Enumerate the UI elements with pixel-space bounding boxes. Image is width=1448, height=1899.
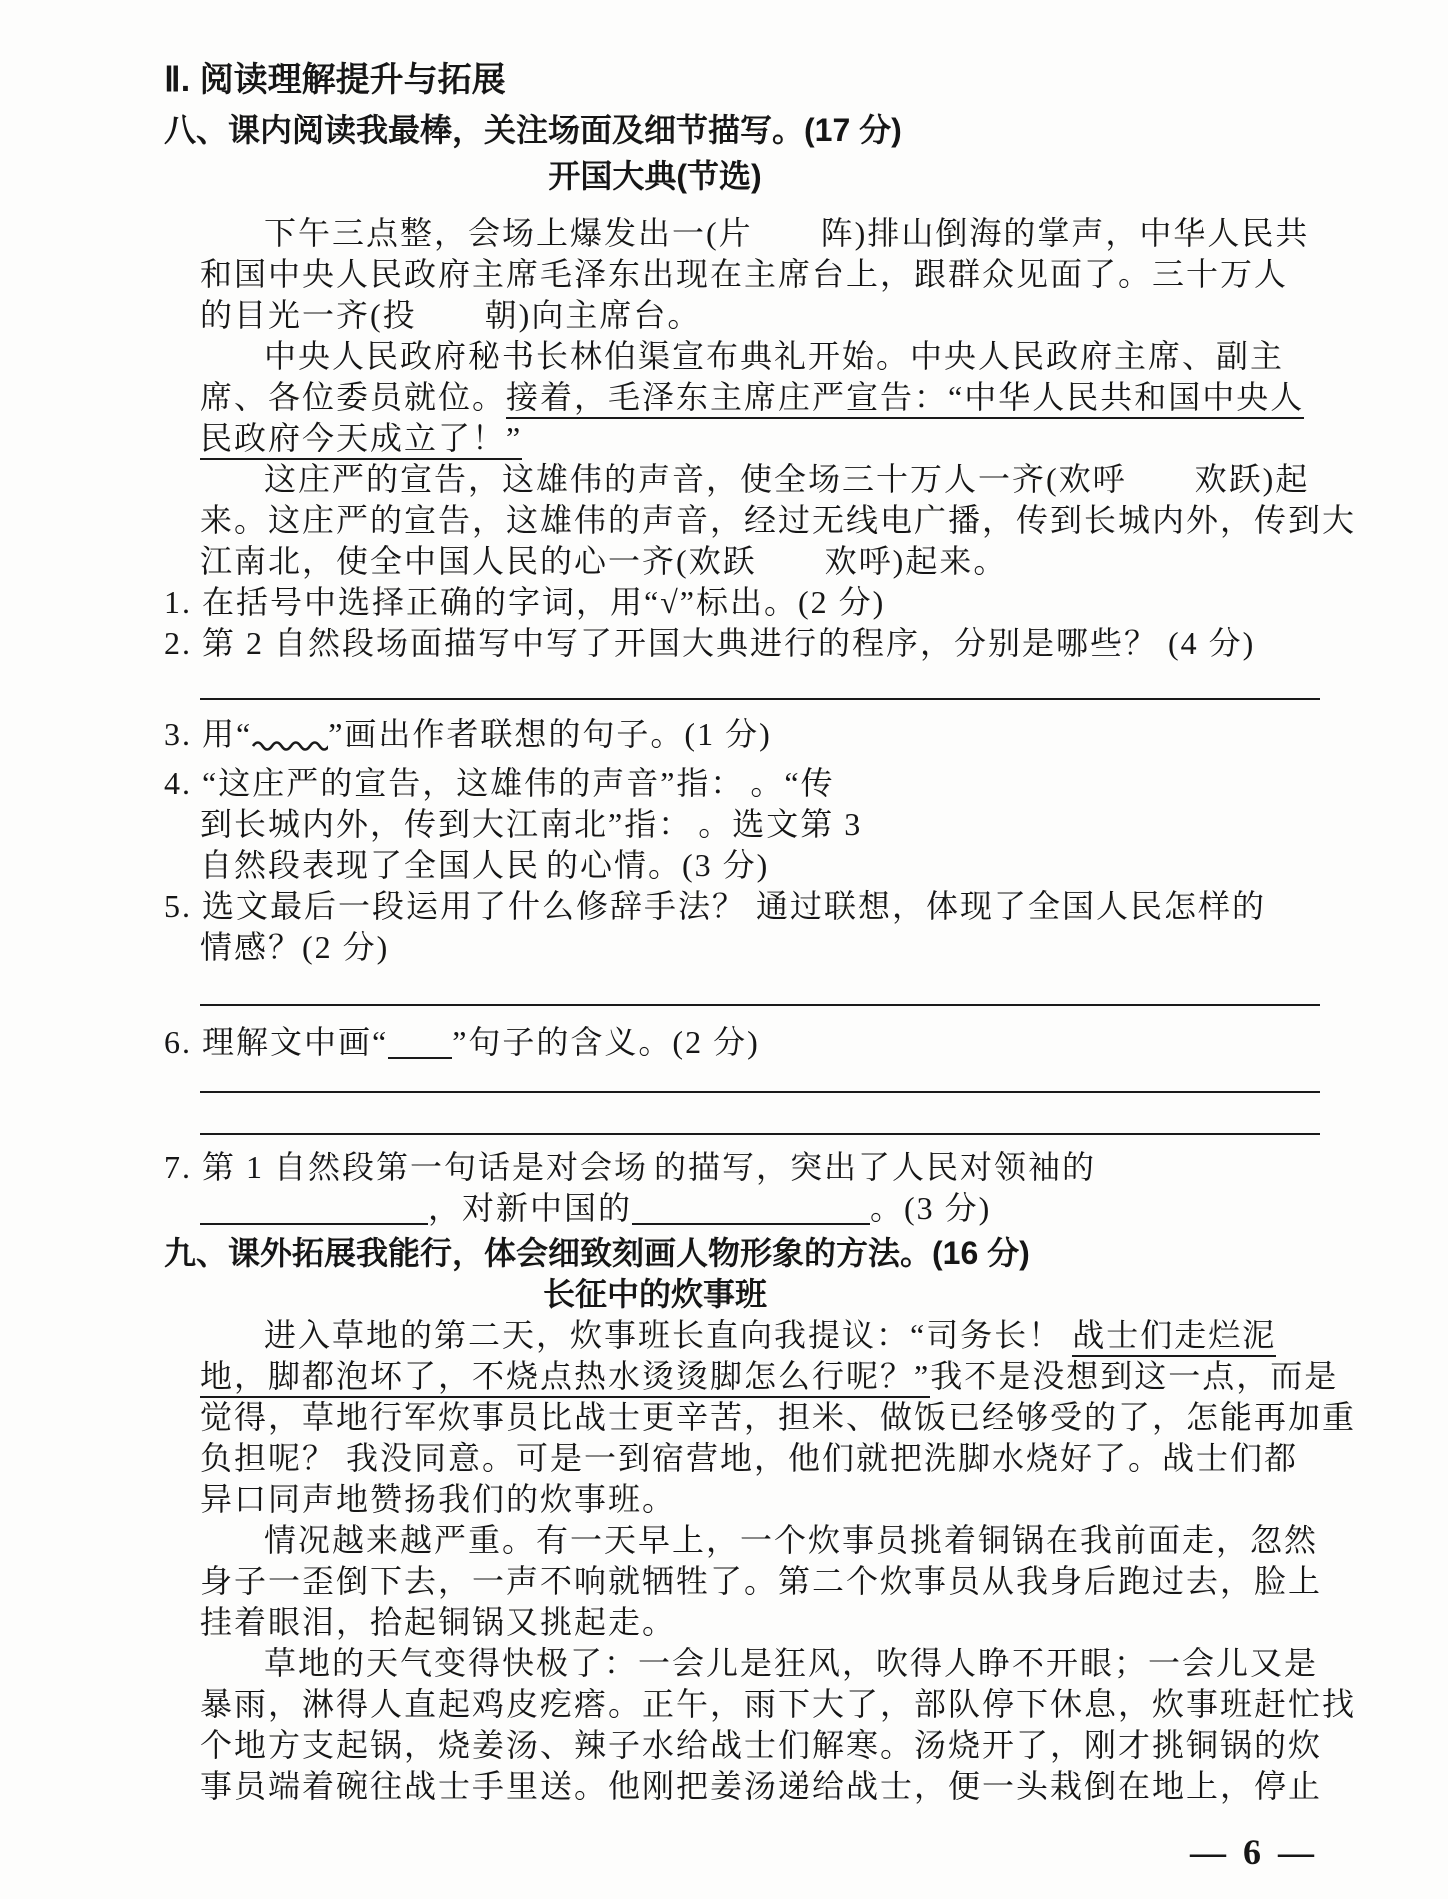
passage-line: 个地方支起锅，烧姜汤、辣子水给战士们解寒。汤烧开了，刚才挑铜锅的炊: [200, 1727, 1323, 1763]
question-4-line-2: [200, 804, 1320, 845]
question-text: 到长城内外，传到大江南北”指：: [200, 806, 693, 842]
answer-line: [200, 1004, 1320, 1006]
page-content: [164, 58, 1357, 1807]
passage-line: 异口同声地赞扬我们的炊事班。: [200, 1481, 677, 1517]
passage-title-kaiguodadian: 开国大典(节选): [548, 158, 762, 194]
passage-line: 暴雨，淋得人直起鸡皮疙瘩。正午，雨下大了，部队停下休息，炊事班赶忙找: [200, 1686, 1357, 1722]
question-text: 自然段表现了全国人民: [200, 847, 541, 883]
passage-line: 的目光一齐(投 朝)向主席台。: [200, 297, 702, 333]
underlined-sentence: 民政府今天成立了！”: [200, 420, 522, 460]
passage-line: 来。这庄严的宣告，这雄伟的声音，经过无线电广播，传到长城内外，传到大: [200, 502, 1357, 538]
passage-text: 我不是没想到这一点，而是: [930, 1358, 1339, 1394]
question-text: ”画出作者联想的句子。(1 分): [328, 716, 772, 752]
underlined-sentence: 战士们走烂泥: [1072, 1317, 1276, 1357]
passage-line: 事员端着碗往战士手里送。他刚把姜汤递给战士，便一头栽倒在地上，停止: [200, 1768, 1323, 1804]
blank-field: [632, 1189, 870, 1225]
question-5-line-2: 情感？(2 分): [200, 929, 390, 965]
passage-line: 江南北，使全中国人民的心一齐(欢跃 欢呼)起来。: [200, 543, 1008, 579]
section-8-heading: 八、课内阅读我最棒，关注场面及细节描写。(17 分): [164, 112, 902, 148]
passage-text: 进入草地的第二天，炊事班长直向我提议：“司务长！: [264, 1317, 1073, 1353]
underlined-sentence: 接着，毛泽东主席庄严宣告：“中华人民共和国中央人: [506, 379, 1304, 419]
question-6: [164, 1022, 1320, 1063]
blank-field: [388, 1023, 452, 1059]
answer-line: [200, 1133, 1320, 1135]
question-text: 的描写，突出了人民对领袖的: [654, 1149, 1097, 1185]
passage-line: 草地的天气变得快极了：一会儿是狂风，吹得人睁不开眼；一会儿又是: [264, 1645, 1319, 1681]
question-3: [164, 714, 1320, 763]
blank-field: [200, 1189, 428, 1225]
passage-title-changzheng: 长征中的炊事班: [542, 1276, 767, 1312]
question-text: 。选文第 3: [698, 806, 863, 842]
underlined-sentence: 地，脚都泡坏了，不烧点热水烫烫脚怎么行呢？”: [200, 1358, 930, 1398]
question-1: 1. 在括号中选择正确的字词，用“√”标出。(2 分): [164, 584, 886, 620]
passage-line: 和国中央人民政府主席毛泽东出现在主席台上，跟群众见面了。三十万人: [200, 256, 1289, 292]
passage-line: 挂着眼泪，拾起铜锅又挑起走。: [200, 1604, 677, 1640]
question-text: 。“传: [750, 765, 835, 801]
section-9-heading: 九、课外拓展我能行，体会细致刻画人物形象的方法。(16 分): [164, 1235, 1030, 1271]
page-number: — 6 —: [1190, 1832, 1318, 1872]
passage-line: 身子一歪倒下去，一声不响就牺牲了。第二个炊事员从我身后跑过去，脸上: [200, 1563, 1323, 1599]
passage-line: 觉得，草地行军炊事员比战士更辛苦，担米、做饭已经够受的了，怎能再加重: [200, 1399, 1357, 1435]
question-5-line-1: 5. 选文最后一段运用了什么修辞手法？ 通过联想，体现了全国人民怎样的: [164, 888, 1267, 924]
passage-line: 这庄严的宣告，这雄伟的声音，使全场三十万人一齐(欢呼 欢跃)起: [264, 461, 1310, 497]
question-4-line-3: [200, 845, 1320, 886]
question-text: 3. 用“: [164, 716, 253, 752]
part-title: Ⅱ. 阅读理解提升与拓展: [164, 61, 506, 99]
passage-line: [200, 377, 1320, 418]
passage-line: [200, 1356, 1339, 1397]
passage-line: 情况越来越严重。有一天早上，一个炊事员挑着铜锅在我前面走，忽然: [264, 1522, 1319, 1558]
question-7-line-1: [164, 1147, 1320, 1188]
question-text: 。(3 分): [870, 1190, 992, 1226]
question-4-line-1: [164, 763, 1320, 804]
question-7-line-2: [200, 1188, 1320, 1229]
passage-line: 下午三点整，会场上爆发出一(片 阵)排山倒海的掌声，中华人民共: [264, 215, 1310, 251]
wavy-line-icon: [252, 722, 328, 763]
passage-line: [200, 1315, 1320, 1356]
answer-line: [200, 1091, 1320, 1093]
question-text: 7. 第 1 自然段第一句话是对会场: [164, 1149, 649, 1185]
passage-line: [200, 418, 1320, 459]
answer-line: [200, 698, 1320, 700]
passage-text: 席、各位委员就位。: [200, 379, 507, 415]
passage-line: 中央人民政府秘书长林伯渠宣布典礼开始。中央人民政府主席、副主: [264, 338, 1285, 374]
question-text: 的心情。(3 分): [546, 847, 770, 883]
question-text: ，对新中国的: [428, 1190, 633, 1226]
passage-line: 负担呢？ 我没同意。可是一到宿营地，他们就把洗脚水烧好了。战士们都: [200, 1440, 1299, 1476]
question-text: 6. 理解文中画“: [164, 1024, 389, 1060]
question-text: 4. “这庄严的宣告，这雄伟的声音”指：: [164, 765, 745, 801]
question-2: 2. 第 2 自然段场面描写中写了开国大典进行的程序，分别是哪些？ (4 分): [164, 625, 1256, 661]
question-text: ”句子的含义。(2 分): [452, 1024, 760, 1060]
